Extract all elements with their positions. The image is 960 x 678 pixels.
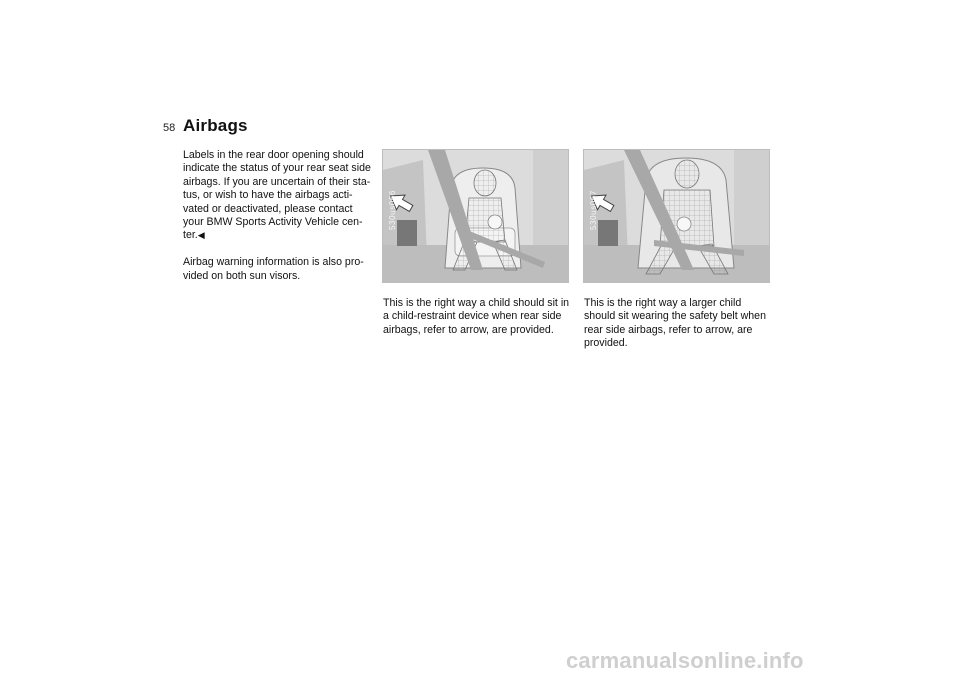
page-number: 58 bbox=[163, 122, 176, 134]
child-restraint-illustration bbox=[383, 150, 568, 282]
watermark: carmanualsonline.info bbox=[566, 648, 804, 673]
caption-larger-child: This is the right way a larger child should sit wearing the safety belt when rear side airbags, refer to arrow, are provided. bbox=[584, 297, 766, 350]
figure-code-label: 530us067 bbox=[589, 190, 598, 230]
paragraph-sun-visors: Airbag warning information is also pro- vided on both sun visors. bbox=[183, 256, 364, 282]
paragraph-rear-door-labels: Labels in the rear door opening should indicate the status of your rear seat side airbags. If you are uncertain of their sta- tus, or wish to have the airbags acti- vated or deactivated, please contact your BMW Sports Activity Vehicle cen- ter. bbox=[183, 149, 371, 242]
figure-larger-child bbox=[583, 149, 770, 283]
larger-child-illustration bbox=[584, 150, 769, 282]
figure-code-label: 530us066 bbox=[388, 190, 397, 230]
end-marker-icon: ◀ bbox=[197, 230, 205, 241]
page-title: Airbags bbox=[183, 116, 248, 135]
caption-child-restraint: This is the right way a child should sit in a child-restraint device when rear side airbags, refer to arrow, are provided. bbox=[383, 297, 570, 336]
left-column-text bbox=[183, 149, 375, 283]
figure-child-restraint bbox=[382, 149, 569, 283]
